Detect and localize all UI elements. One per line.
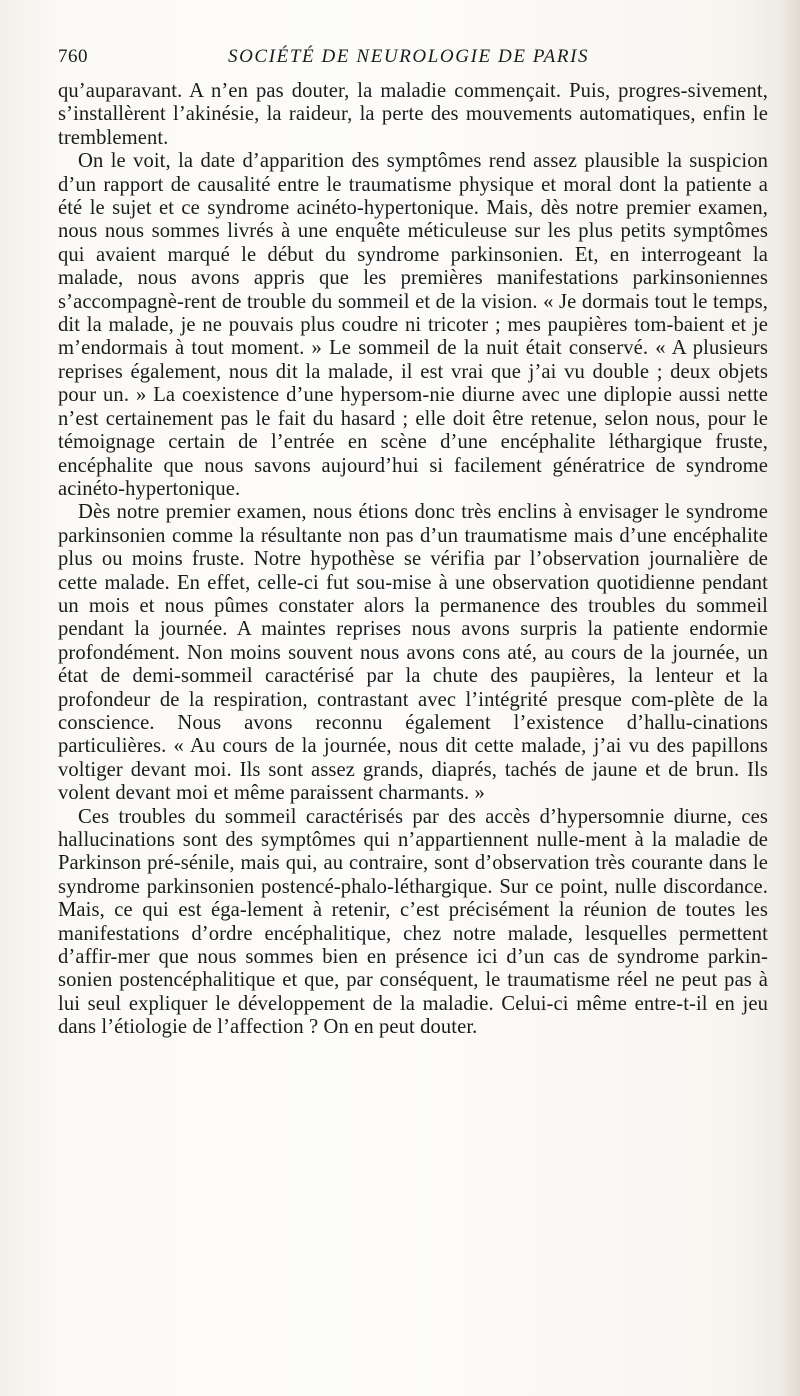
article-body: [58, 80, 768, 1040]
paragraph-1: qu’auparavant. A n’en pas douter, la maladie commençait. Puis, progres-sivement, s’installèrent l’akinésie, la raideur, la perte des mouvements automatiques, enfin le tremblement.: [58, 80, 768, 149]
page-number: 760: [58, 46, 88, 67]
paragraph-2: On le voit, la date d’apparition des symptômes rend assez plausible la suspicion d’un rapport de causalité entre le traumatisme physique et moral dont la patiente a été le sujet et ce syndrome acinéto-hypertonique. Mais, dès notre premier examen, nous nous sommes livrés à une enquête méticuleuse sur les plus petits symptômes qui avaient marqué le début du syndrome parkinsonien. Et, en interrogeant la malade, nous avons appris que les premières manifestations parkinsoniennes s’accompagnè-rent de trouble du sommeil et de la vision. « Je dormais tout le temps, dit la malade, je ne pouvais plus coudre ni tricoter ; mes paupières tom-baient et je m’endormais à tout moment. » Le sommeil de la nuit était conservé. « A plusieurs reprises également, nous dit la malade, il est vrai que j’ai vu double ; deux objets pour un. » La coexistence d’une hypersom-nie diurne avec une diplopie aussi nette n’est certainement pas le fait du hasard ; elle doit être retenue, selon nous, pour le témoignage certain de l’entrée en scène d’une encéphalite léthargique fruste, encéphalite que nous savons aujourd’hui si facilement génératrice de syndrome acinéto-hypertonique.: [58, 150, 768, 500]
running-head: [58, 44, 770, 74]
journal-title: SOCIÉTÉ DE NEUROLOGIE DE PARIS: [228, 46, 590, 67]
page-edge-shadow: [782, 0, 800, 1396]
paragraph-4: Ces troubles du sommeil caractérisés par des accès d’hypersomnie diurne, ces hallucinations sont des symptômes qui n’appartiennent nulle-ment à la maladie de Parkinson pré-sénile, mais qui, au contraire, sont d’observation très courante dans le syndrome parkinsonien postencé-phalo-léthargique. Sur ce point, nulle discordance. Mais, ce qui est éga-lement à retenir, c’est précisément la réunion de toutes les manifestations d’ordre encéphalitique, chez notre malade, lesquelles permettent d’affir-mer que nous sommes bien en présence ici d’un cas de syndrome parkin-sonien postencéphalitique et que, par conséquent, le traumatisme réel ne peut pas à lui seul expliquer le développement de la maladie. Celui-ci même entre-t-il en jeu dans l’étiologie de l’affection ? On en peut douter.: [58, 805, 768, 1039]
paragraph-3: Dès notre premier examen, nous étions donc très enclins à envisager le syndrome parkinsonien comme la résultante non pas d’un traumatisme mais d’une encéphalite plus ou moins fruste. Notre hypothèse se vérifia par l’observation journalière de cette malade. En effet, celle-ci fut sou-mise à une observation quotidienne pendant un mois et nous pûmes constater alors la permanence des troubles du sommeil pendant la journée. A maintes reprises nous avons surpris la patiente endormie profondément. Non moins souvent nous avons cons até, au cours de la journée, un état de demi-sommeil caractérisé par la chute des paupières, la lenteur et la profondeur de la respiration, contrastant avec l’intégrité presque com-plète de la conscience. Nous avons reconnu également l’existence d’hallu-cinations particulières. « Au cours de la journée, nous dit cette malade, j’ai vu des papillons voltiger devant moi. Ils sont assez grands, diaprés, tachés de jaune et de brun. Ils volent devant moi et même paraissent charmants. »: [58, 501, 768, 805]
